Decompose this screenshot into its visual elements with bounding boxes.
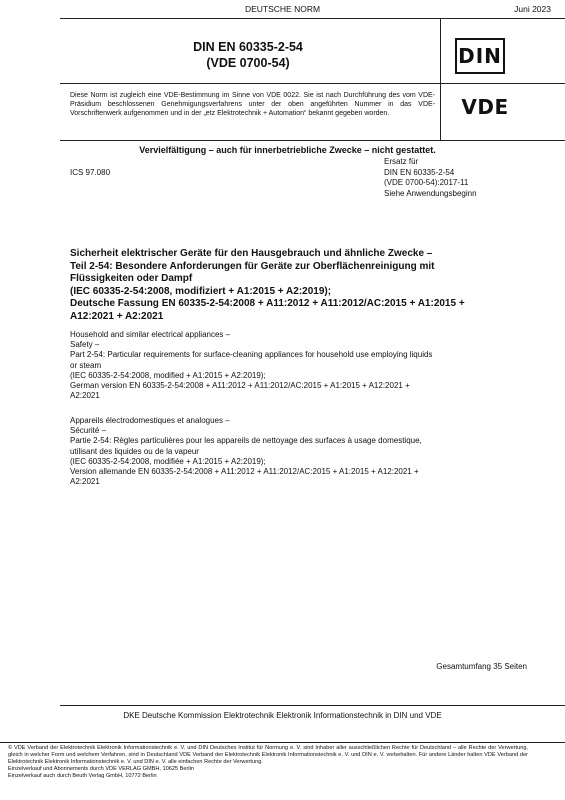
application-start-note: Siehe Anwendungsbeginn (384, 188, 477, 198)
replaced-norm-vde: (VDE 0700-54):2017-11 (384, 178, 469, 187)
norm-number-rule (60, 83, 565, 84)
statement-rule (60, 140, 565, 141)
footer-rule (0, 742, 565, 743)
title-english-line: Household and similar electrical appliances – (70, 330, 231, 339)
title-french-line: Appareils électrodomestiques et analogues – (70, 416, 230, 425)
title-english-line: German version EN 60335-2-54:2008 + A11:2012 + A11:2012/AC:2015 + A1:2015 + A12:2021 + (70, 381, 410, 391)
publication-date: Juni 2023 (514, 4, 551, 14)
din-logo (455, 38, 505, 74)
copyright-text: © VDE Verband der Elektrotechnik Elektronik Informationstechnik e. V. und DIN Deutsches Institut für Normung e. V. sind Inhaber aller ausschließlichen Rechte für Deutschland – alle Rechte der Verwertung, gleich in welcher Form und welchem Verfahren, sind in Deutschland VDE Verband der Elektrotechnik Elektronik Informationstechnik e. V. und DIN e. V. vorbehalten. Für andere Länder halten VDE Verband der Elektrotechnik Elektronik Informationstechnik e. V. und DIN e. V. alle einfachen Rechte der Verwertung. (8, 745, 528, 765)
title-french-line: utilisant des liquides ou de la vapeur (70, 446, 199, 456)
title-french (70, 416, 532, 487)
title-french-line: (IEC 60335-2-54:2008, modifiée + A1:2015 + A2:2019); (70, 456, 266, 466)
replacement-label: Ersatz für (384, 157, 419, 166)
norm-number-vde: (VDE 0700-54) (206, 56, 290, 70)
title-english (70, 330, 532, 401)
title-german-line: A12:2021 + A2:2021 (70, 310, 164, 322)
norm-number-din: DIN EN 60335-2-54 (193, 40, 303, 54)
document-type: DEUTSCHE NORM (244, 4, 321, 14)
title-english-line: or steam (70, 360, 102, 370)
title-german-line: Sicherheit elektrischer Geräte für den Hausgebrauch und ähnliche Zwecke – (70, 248, 433, 259)
title-english-line: Safety – (70, 340, 100, 350)
ics-code: ICS 97.080 (70, 168, 111, 177)
title-german-line: Teil 2-54: Besondere Anforderungen für Geräte zur Oberflächenreinigung mit (70, 260, 435, 272)
title-german-line: Flüssigkeiten oder Dampf (70, 273, 193, 284)
title-french-line: Version allemande EN 60335-2-54:2008 + A11:2012 + A11:2012/AC:2015 + A1:2015 + A12:2021 + (70, 467, 419, 477)
copyright-footer (8, 745, 528, 780)
title-german (70, 248, 530, 323)
header-rule (60, 18, 565, 19)
title-english-line: A2:2021 (70, 391, 100, 401)
copy-notice: Vervielfältigung – auch für innerbetriebliche Zwecke – nicht gestattet. (139, 145, 436, 155)
vde-statement: Diese Norm ist zugleich eine VDE-Bestimmung im Sinne von VDE 0022. Sie ist nach Durchführung des vom VDE-Präsidium beschlossenen Genehmigungsverfahrens unter der oben angeführten Nummer in das VDE-Vorschriftenwerk aufgenommen und in der „etz Elektrotechnik + Automation“ bekannt gegeben worden. (70, 92, 435, 117)
vde-logo: VDE (461, 95, 509, 119)
title-french-line: A2:2021 (70, 477, 100, 487)
title-french-line: Sécurité – (70, 426, 107, 436)
replacement-info (384, 157, 477, 199)
title-english-line: Part 2-54: Particular requirements for surface-cleaning appliances for household use employing liquids (70, 350, 433, 360)
total-pages: Gesamtumfang 35 Seiten (436, 662, 527, 671)
sales-info-beuth: Einzelverkauf auch durch Beuth Verlag GmbH, 10772 Berlin (8, 773, 157, 779)
title-english-line: (IEC 60335-2-54:2008, modified + A1:2015 + A2:2019); (70, 370, 266, 380)
title-french-line: Partie 2-54: Règles particulières pour les appareils de nettoyage des surfaces à usage domestique, (70, 436, 422, 446)
replaced-norm: DIN EN 60335-2-54 (384, 167, 455, 177)
header-vertical-divider (440, 18, 441, 140)
title-german-line: Deutsche Fassung EN 60335-2-54:2008 + A11:2012 + A11:2012/AC:2015 + A1:2015 + (70, 298, 465, 309)
norm-number (56, 39, 440, 71)
dke-top-rule (60, 705, 565, 706)
din-logo-text: DIN (458, 44, 502, 68)
title-german-line: (IEC 60335-2-54:2008, modifiziert + A1:2015 + A2:2019); (70, 285, 332, 297)
dke-commission: DKE Deutsche Kommission Elektrotechnik Elektronik Informationstechnik in DIN und VDE (123, 711, 442, 720)
sales-info-vde: Einzelverkauf und Abonnements durch VDE VERLAG GMBH, 10625 Berlin (8, 766, 194, 772)
